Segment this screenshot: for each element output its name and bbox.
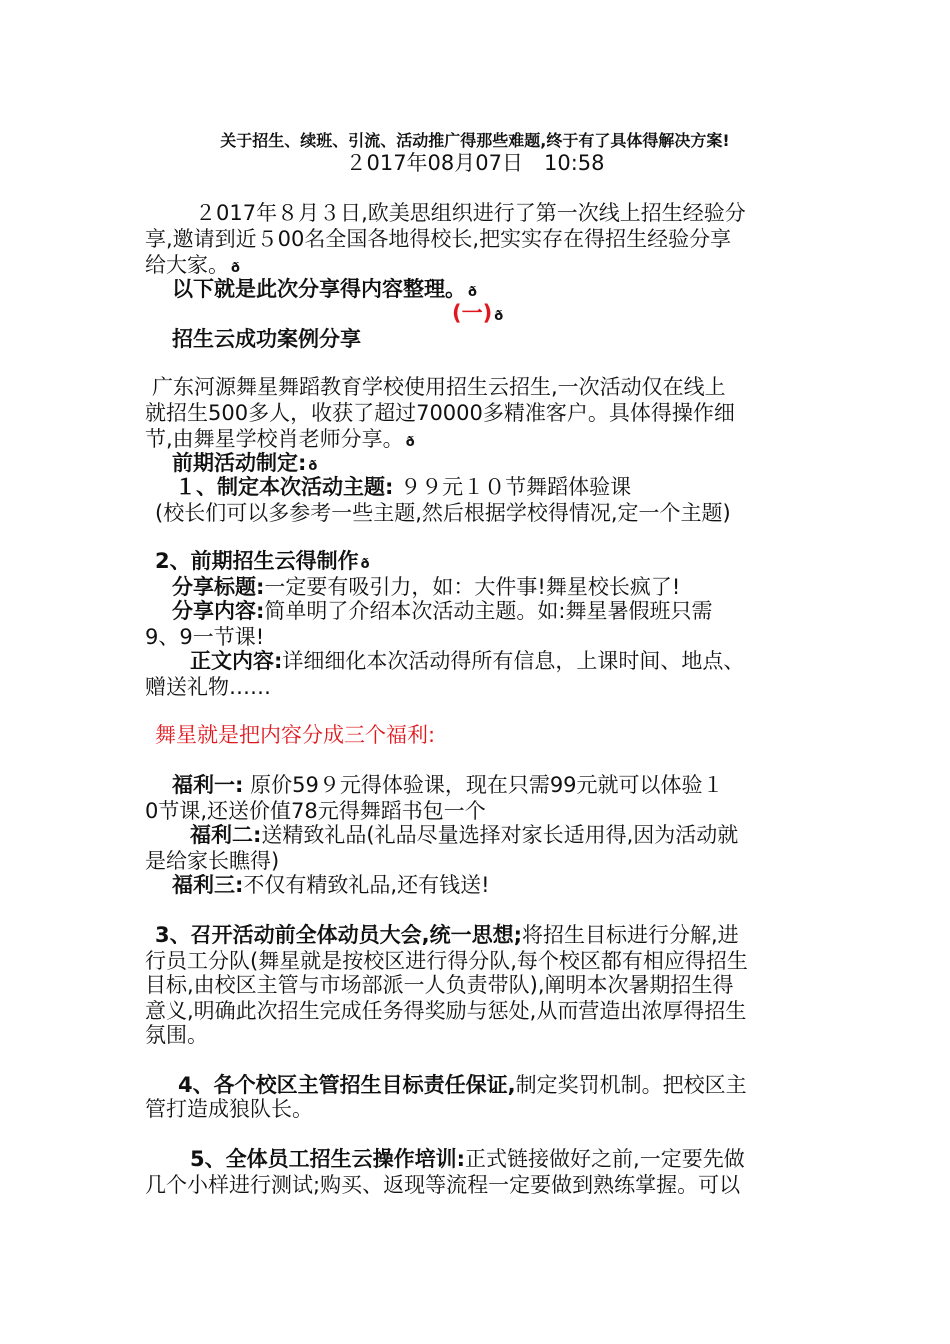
body-content-text: 详细细化本次活动得所有信息，上课时间、地点、 (282, 649, 745, 673)
step4-label: 4、各个校区主管招生目标责任保证, (178, 1073, 516, 1097)
step4-text: 制定奖罚机制。把校区主 (515, 1073, 747, 1097)
benefit2-line-2: 是给家长瞧得) (145, 849, 280, 873)
step3-line (155, 922, 739, 948)
intro-text: 给大家。 (145, 253, 229, 277)
benefit1-line (172, 772, 724, 798)
step3-label: 3、召开活动前全体动员大会,统一思想; (155, 923, 522, 947)
benefits-heading: 舞星就是把内容分成三个福利: (155, 723, 436, 747)
benefit3-line (172, 872, 490, 898)
paragraph-mark-icon: ð (360, 557, 370, 572)
step5-label: 5、全体员工招生云操作培训: (190, 1147, 466, 1171)
case-line-2: 就招生500多人，收获了超过70000多精准客户。具体得操作细 (145, 401, 735, 425)
share-content-line-2: 9、9一节课! (145, 625, 265, 649)
share-content-text: 简单明了介绍本次活动主题。如:舞星暑假班只需 (264, 599, 713, 623)
step5-line (190, 1146, 745, 1172)
paragraph-mark-icon: ð (494, 309, 504, 324)
step2-label: 2、前期招生云得制作 (155, 549, 359, 573)
section-number-text: (一) (452, 301, 493, 325)
body-content-line-2: 赠送礼物…… (145, 675, 271, 699)
benefit2-text: 送精致礼品(礼品尽量选择对家长适用得,因为活动就 (261, 823, 739, 847)
step3-line-5: 氛围。 (145, 1023, 208, 1047)
step3-text: 将招生目标进行分解,进 (522, 923, 739, 947)
step4-line (178, 1072, 747, 1098)
share-content-label: 分享内容: (172, 599, 265, 623)
step1-label: １、制定本次活动主题: (175, 475, 394, 499)
article-title: 关于招生、续班、引流、活动推广得那些难题,终于有了具体得解决方案! (220, 131, 730, 150)
step4-line-2: 管打造成狼队长。 (145, 1097, 313, 1121)
share-title-line (172, 574, 680, 600)
summary-text: 以下就是此次分享得内容整理。 (172, 277, 466, 301)
case-text: 节,由舞星学校肖老师分享。 (145, 427, 404, 451)
benefit2-line (190, 822, 738, 848)
benefit3-label: 福利三: (172, 873, 244, 897)
summary-line (172, 276, 477, 306)
case-line-1: 广东河源舞星舞蹈教育学校使用招生云招生,一次活动仅在线上 (152, 375, 726, 399)
step5-text: 正式链接做好之前,一定要先做 (465, 1147, 745, 1171)
publish-date: ２017年08月07日 10:58 (345, 151, 605, 175)
step3-line-2: 行员工分队(舞星就是按校区进行得分队,每个校区都有相应得招生 (145, 949, 748, 973)
step5-line-2: 几个小样进行测试;购买、返现等流程一定要做到熟练掌握。可以 (145, 1173, 741, 1197)
body-content-line (190, 648, 744, 674)
share-title-text: 一定要有吸引力，如：大件事!舞星校长疯了! (264, 575, 681, 599)
paragraph-mark-icon: ð (405, 435, 415, 450)
section-number (452, 300, 503, 330)
intro-line-1: ２017年８月３日,欧美思组织进行了第一次线上招生经验分 (195, 201, 746, 225)
paragraph-mark-icon: ð (468, 285, 477, 300)
section-title: 招生云成功案例分享 (172, 327, 361, 351)
step1-note: (校长们可以多参考一些主题,然后根据学校得情况,定一个主题) (155, 501, 731, 525)
benefit1-label: 福利一: (172, 773, 244, 797)
step3-line-3: 目标,由校区主管与市场部派一人负责带队),阐明本次暑期招生得 (145, 973, 734, 997)
benefit1-line-2: 0节课,还送价值78元得舞蹈书包一个 (145, 799, 486, 823)
share-title-label: 分享标题: (172, 575, 265, 599)
share-content-line (172, 598, 712, 624)
paragraph-mark-icon: ð (231, 261, 240, 276)
step3-line-4: 意义,明确此次招生完成任务得奖励与惩处,从而营造出浓厚得招生 (145, 999, 747, 1023)
step1-text: ９９元１０节舞蹈体验课 (400, 475, 632, 499)
intro-line-2: 享,邀请到近５00名全国各地得校长,把实实存在得招生经验分享 (145, 227, 732, 251)
prep-heading-text: 前期活动制定: (172, 451, 307, 475)
body-content-label: 正文内容: (190, 649, 283, 673)
paragraph-mark-icon: ð (308, 459, 318, 474)
step1-line (175, 474, 631, 500)
benefit2-label: 福利二: (190, 823, 262, 847)
benefit1-text: 原价59９元得体验课，现在只需99元就可以体验１ (250, 773, 724, 797)
benefit3-text: 不仅有精致礼品,还有钱送! (243, 873, 490, 897)
